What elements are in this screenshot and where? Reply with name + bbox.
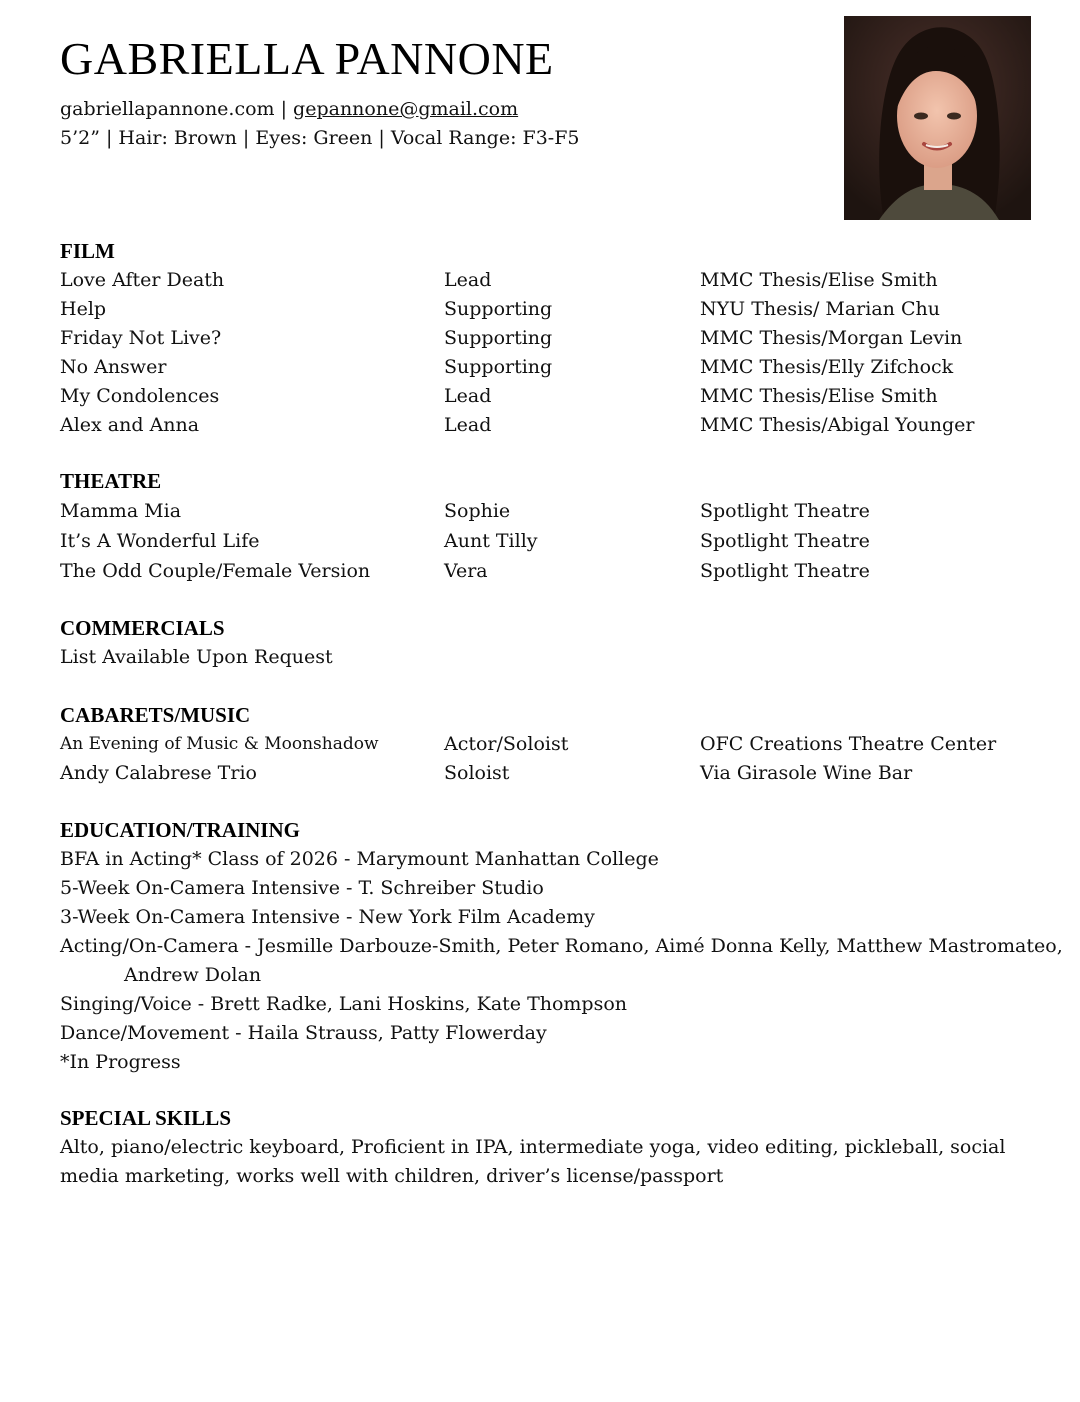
credit-role: Lead xyxy=(444,414,492,436)
credit-company: OFC Creations Theatre Center xyxy=(700,733,997,755)
credit-title: Alex and Anna xyxy=(60,414,200,436)
education-line: 3-Week On-Camera Intensive - New York Film Academy xyxy=(60,906,595,928)
skills-heading: SPECIAL SKILLS xyxy=(60,1106,231,1130)
website-link[interactable]: gabriellapannone.com xyxy=(60,98,275,120)
education-line: Singing/Voice - Brett Radke, Lani Hoskins, Kate Thompson xyxy=(60,993,628,1015)
contact-line xyxy=(60,95,580,124)
credit-title: Help xyxy=(60,298,107,320)
credit-row xyxy=(60,759,1020,788)
credit-row xyxy=(60,411,1020,440)
credit-company: MMC Thesis/Elly Zifchock xyxy=(700,356,954,378)
credit-title: Love After Death xyxy=(60,269,225,291)
credit-role: Sophie xyxy=(444,500,511,522)
skills-section xyxy=(60,1104,1020,1191)
credit-row xyxy=(60,556,1020,586)
film-heading: FILM xyxy=(60,239,115,263)
credit-company: Spotlight Theatre xyxy=(700,500,870,522)
credit-role: Soloist xyxy=(444,762,510,784)
education-line: Andrew Dolan xyxy=(124,964,262,986)
education-line: Acting/On-Camera - Jesmille Darbouze-Smith, Peter Romano, Aimé Donna Kelly, Matthew Mastromateo, xyxy=(60,935,1063,957)
credit-row xyxy=(60,526,1020,556)
email-link[interactable]: gepannone@gmail.com xyxy=(293,98,519,120)
theatre-heading: THEATRE xyxy=(60,469,162,493)
film-section xyxy=(60,237,1020,440)
credit-title: Friday Not Live? xyxy=(60,327,222,349)
education-line: Dance/Movement - Haila Strauss, Patty Flowerday xyxy=(60,1022,547,1044)
contact-block xyxy=(60,95,580,153)
credit-title: Mamma Mia xyxy=(60,500,182,522)
physical-stats: 5’2” | Hair: Brown | Eyes: Green | Vocal Range: F3-F5 xyxy=(60,127,580,149)
credit-title: An Evening of Music & Moonshadow xyxy=(60,734,379,754)
credit-company: MMC Thesis/Elise Smith xyxy=(700,385,938,407)
education-line: 5-Week On-Camera Intensive - T. Schreiber Studio xyxy=(60,877,544,899)
credit-title: My Condolences xyxy=(60,385,220,407)
education-heading: EDUCATION/TRAINING xyxy=(60,818,300,842)
credit-company: MMC Thesis/Abigal Younger xyxy=(700,414,975,436)
credit-role: Supporting xyxy=(444,356,553,378)
credit-company: MMC Thesis/Morgan Levin xyxy=(700,327,963,349)
commercials-section xyxy=(60,614,1020,672)
cabarets-heading: CABARETS/MUSIC xyxy=(60,703,251,727)
credit-role: Supporting xyxy=(444,327,553,349)
cabarets-section xyxy=(60,701,1020,788)
credit-company: Spotlight Theatre xyxy=(700,560,870,582)
credit-row xyxy=(60,295,1020,324)
education-line: *In Progress xyxy=(60,1051,181,1073)
credit-role: Vera xyxy=(444,560,488,582)
credit-title: Andy Calabrese Trio xyxy=(60,762,257,784)
credit-row xyxy=(60,266,1020,295)
credit-company: NYU Thesis/ Marian Chu xyxy=(700,298,940,320)
credit-company: Spotlight Theatre xyxy=(700,530,870,552)
theatre-section xyxy=(60,467,1020,586)
credit-company: MMC Thesis/Elise Smith xyxy=(700,269,938,291)
contact-separator: | xyxy=(274,98,294,120)
credit-role: Lead xyxy=(444,385,492,407)
credit-row xyxy=(60,730,1020,759)
credit-role: Aunt Tilly xyxy=(444,530,538,552)
credit-company: Via Girasole Wine Bar xyxy=(700,762,913,784)
commercials-text: List Available Upon Request xyxy=(60,646,333,668)
credit-title: It’s A Wonderful Life xyxy=(60,530,260,552)
credit-title: No Answer xyxy=(60,356,167,378)
credit-row xyxy=(60,353,1020,382)
commercials-heading: COMMERCIALS xyxy=(60,616,225,640)
headshot-photo xyxy=(844,16,1031,220)
credit-role: Lead xyxy=(444,269,492,291)
credit-role: Actor/Soloist xyxy=(444,733,569,755)
credit-row xyxy=(60,324,1020,353)
credit-title: The Odd Couple/Female Version xyxy=(60,560,371,582)
actor-name: GABRIELLA PANNONE xyxy=(60,33,554,84)
education-line: BFA in Acting* Class of 2026 - Marymount Manhattan College xyxy=(60,848,659,870)
education-section xyxy=(60,816,1063,1077)
credit-row xyxy=(60,382,1020,411)
skills-text: Alto, piano/electric keyboard, Proficient in IPA, intermediate yoga, video editing, pickleball, social media marketing, works well with children, driver’s license/passport xyxy=(60,1136,1006,1187)
credit-row xyxy=(60,496,1020,526)
credit-role: Supporting xyxy=(444,298,553,320)
